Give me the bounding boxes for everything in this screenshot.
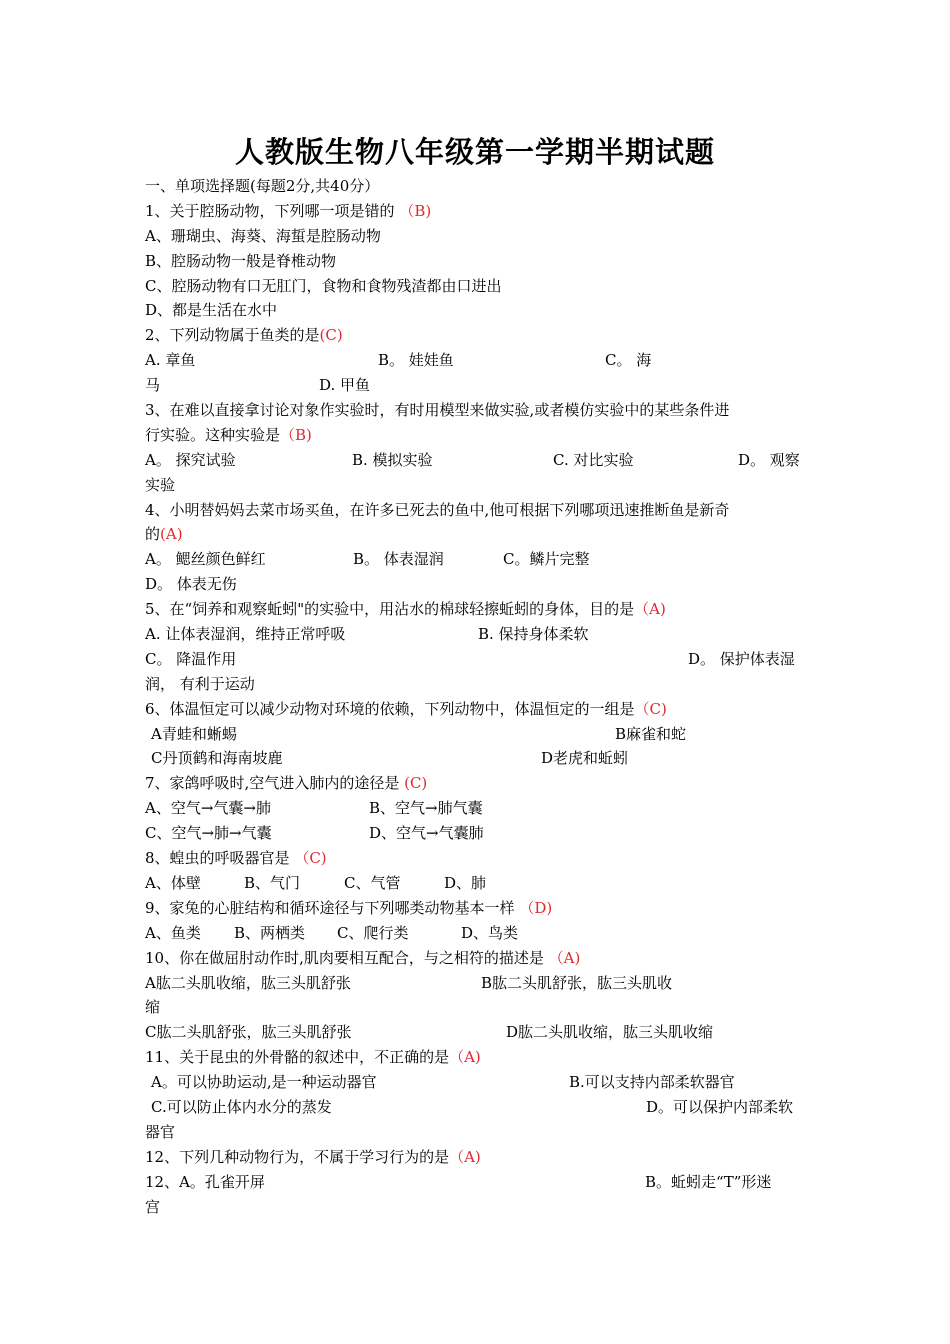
option-c: C肱二头肌舒张，肱三头肌舒张 xyxy=(145,1023,352,1042)
option-a: A。 探究试验 xyxy=(145,450,236,469)
option-a: A。可以协助运动,是一种运动器官 xyxy=(151,1073,377,1092)
option-b: B.可以支持内部柔软器官 xyxy=(569,1073,735,1092)
question-10 xyxy=(145,946,810,971)
question-stem: 9、家兔的心脏结构和循环途径与下列哪类动物基本一样 xyxy=(145,898,520,917)
option-line xyxy=(145,722,810,747)
question-3 xyxy=(145,398,810,423)
option-line xyxy=(145,249,810,274)
question-stem: 行实验。这种实验是 xyxy=(145,425,281,444)
question-stem: 4、小明替妈妈去菜市场买鱼，在许多已死去的鱼中,他可根据下列哪项迅速推断鱼是新奇 xyxy=(145,500,730,519)
option-b: B、两栖类 xyxy=(234,923,306,942)
option-d: D。 观察 xyxy=(738,450,800,469)
option-line xyxy=(145,746,810,771)
option-line xyxy=(145,672,810,697)
option-b: B、气门 xyxy=(244,873,301,892)
option-c: C。 海 xyxy=(605,351,652,370)
question-stem: 1、关于腔肠动物，下列哪一项是错的 xyxy=(145,201,400,220)
answer-key: （A) xyxy=(634,600,666,619)
question-stem: 10、你在做屈肘动作时,肌肉要相互配合，与之相符的描述是 xyxy=(145,948,549,967)
answer-key: （B) xyxy=(399,201,432,220)
option-a: A、珊瑚虫、海葵、海蜇是腔肠动物 xyxy=(145,226,381,245)
answer-key: (C) xyxy=(319,326,343,345)
option-a: A青蛙和蜥蜴 xyxy=(151,724,237,743)
option-c: C.可以防止体内水分的蒸发 xyxy=(151,1097,332,1116)
option-line xyxy=(145,1020,810,1045)
option-line xyxy=(145,1120,810,1145)
option-line xyxy=(145,1095,810,1120)
option-a: 12、A。孔雀开屏 xyxy=(145,1172,265,1191)
option-line xyxy=(145,796,810,821)
question-stem: 12、下列几种动物行为，不属于学习行为的是 xyxy=(145,1147,450,1166)
option-a: A、体壁 xyxy=(145,873,201,892)
option-line xyxy=(145,298,810,323)
option-c: C、气管 xyxy=(344,873,401,892)
question-stem: 2、下列动物属于鱼类的是 xyxy=(145,326,320,345)
option-d: D。可以保护内部柔软 xyxy=(646,1097,794,1116)
option-line xyxy=(145,1195,810,1220)
option-b: B. 保持身体柔软 xyxy=(478,625,589,644)
option-c: C。 降温作用 xyxy=(145,649,237,668)
section-heading-text: 一、单项选择题(每题2分,共40分） xyxy=(145,177,380,195)
option-d: D。 体表无伤 xyxy=(145,575,237,594)
option-line xyxy=(145,274,810,299)
option-d: D、空气→气囊肺 xyxy=(369,824,484,843)
option-c: C. 对比实验 xyxy=(553,450,634,469)
question-stem: 7、家鸽呼吸时,空气进入肺内的途径是 xyxy=(145,774,405,793)
question-2 xyxy=(145,323,810,348)
question-1 xyxy=(145,199,810,224)
question-12 xyxy=(145,1145,810,1170)
question-7 xyxy=(145,771,810,796)
question-6 xyxy=(145,697,810,722)
answer-key: （C) xyxy=(634,699,667,718)
option-d-continued: 润， 有利于运动 xyxy=(145,674,255,693)
option-d: D、肺 xyxy=(444,873,487,892)
option-line xyxy=(145,224,810,249)
question-4-continued xyxy=(145,522,810,547)
answer-key: （C) xyxy=(294,849,327,868)
document-title: 人教版生物八年级第一学期半期试题 xyxy=(234,135,715,169)
option-b: B。 娃娃鱼 xyxy=(378,351,454,370)
question-stem: 8、蝗虫的呼吸器官是 xyxy=(145,849,295,868)
question-stem: 的 xyxy=(145,525,161,544)
answer-key: （A) xyxy=(548,948,581,967)
option-line xyxy=(145,871,810,896)
answer-key: (C) xyxy=(404,774,428,793)
option-line xyxy=(145,647,810,672)
option-a: A。 鳃丝颜色鲜红 xyxy=(145,550,266,569)
answer-key: （A) xyxy=(449,1147,481,1166)
option-line xyxy=(145,348,810,373)
option-b-continued: 宫 xyxy=(145,1197,161,1216)
option-line xyxy=(145,971,810,996)
option-line xyxy=(145,448,810,473)
option-d: D、鸟类 xyxy=(461,923,519,942)
option-c: C丹顶鹤和海南坡鹿 xyxy=(151,749,283,768)
section-heading xyxy=(145,174,810,199)
option-b: B、腔肠动物一般是脊椎动物 xyxy=(145,251,337,270)
option-d: D、都是生活在水中 xyxy=(145,301,278,320)
option-line xyxy=(145,1170,810,1195)
option-b-continued: 缩 xyxy=(145,998,161,1017)
option-line xyxy=(145,473,810,498)
exam-content xyxy=(145,174,810,1219)
option-d: D肱二头肌收缩，肱三头肌收缩 xyxy=(506,1023,714,1042)
option-line xyxy=(145,373,810,398)
option-c: C、爬行类 xyxy=(337,923,409,942)
option-d: D老虎和蚯蚓 xyxy=(541,749,629,768)
option-c: C。鳞片完整 xyxy=(503,550,590,569)
question-stem: 3、在难以直接拿讨论对象作实验时，有时用模型来做实验,或者模仿实验中的某些条件进 xyxy=(145,401,730,420)
option-line xyxy=(145,995,810,1020)
answer-key: （B) xyxy=(280,425,312,444)
question-9 xyxy=(145,896,810,921)
option-line xyxy=(145,622,810,647)
question-3-continued xyxy=(145,423,810,448)
option-a: A、空气→气囊→肺 xyxy=(145,799,271,818)
option-b: B。蚯蚓走“T”形迷 xyxy=(645,1172,772,1191)
option-b: B、空气→肺气囊 xyxy=(369,799,483,818)
option-d-continued: 实验 xyxy=(145,475,176,494)
question-5 xyxy=(145,597,810,622)
option-c-continued: 马 xyxy=(145,376,161,395)
question-stem: 11、关于昆虫的外骨骼的叙述中，不正确的是 xyxy=(145,1048,450,1067)
question-stem: 6、体温恒定可以减少动物对环境的依赖，下列动物中，体温恒定的一组是 xyxy=(145,699,635,718)
option-c: C、腔肠动物有口无肛门，食物和食物残渣都由口进出 xyxy=(145,276,502,295)
answer-key: (A) xyxy=(160,525,183,544)
question-11 xyxy=(145,1045,810,1070)
option-line xyxy=(145,921,810,946)
option-b: B肱二头肌舒张，肱三头肌收 xyxy=(481,973,673,992)
option-a: A肱二头肌收缩，肱三头肌舒张 xyxy=(145,973,351,992)
option-d: D。 保护体表湿 xyxy=(688,649,795,668)
option-line xyxy=(145,547,810,572)
answer-key: （A) xyxy=(449,1048,481,1067)
answer-key: （D) xyxy=(519,898,553,917)
option-d: D. 甲鱼 xyxy=(319,376,371,395)
option-line xyxy=(145,1070,810,1095)
option-b: B麻雀和蛇 xyxy=(615,724,687,743)
option-line xyxy=(145,821,810,846)
option-b: B. 模拟实验 xyxy=(352,450,433,469)
option-a: A、鱼类 xyxy=(145,923,201,942)
option-c: C、空气→肺→气囊 xyxy=(145,824,272,843)
option-a: A. 让体表湿润，维持正常呼吸 xyxy=(145,625,346,644)
question-stem: 5、在“饲养和观察蚯蚓"的实验中，用沾水的棉球轻擦蚯蚓的身体，目的是 xyxy=(145,600,635,619)
option-d-continued: 器官 xyxy=(145,1122,176,1141)
option-b: B。 体表湿润 xyxy=(353,550,444,569)
question-4 xyxy=(145,498,810,523)
option-a: A. 章鱼 xyxy=(145,351,196,370)
option-line xyxy=(145,572,810,597)
question-8 xyxy=(145,846,810,871)
